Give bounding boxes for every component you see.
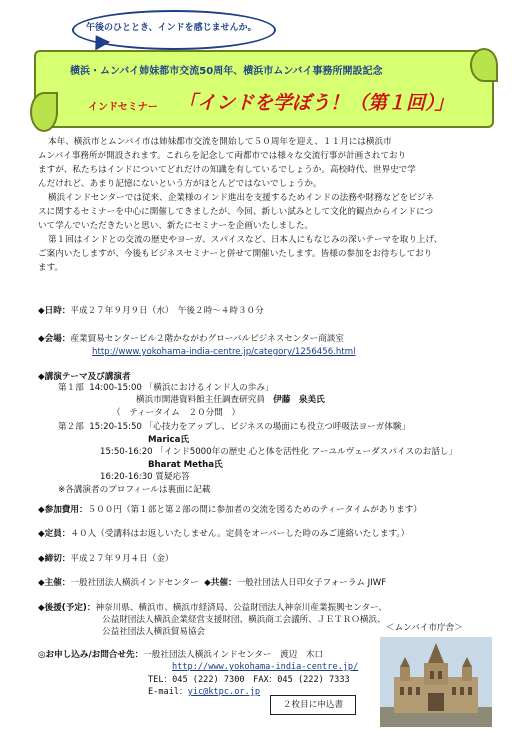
contact-email-link[interactable]: yic@ktpc.or.jp	[187, 687, 261, 697]
program-line-3: （ ティータイム ２０分間 ）	[112, 408, 241, 418]
support-row: ◆後援(予定)：神奈川県、横浜市、横浜市経済局、公益財団法人神奈川産業振興センター、	[38, 603, 387, 613]
tagline: 午後のひととき、インドを感じませんか。	[86, 23, 257, 33]
contact-tel-fax: TEL：045 (222) 7300 FAX：045 (222) 7333	[148, 675, 350, 685]
contact-url-link[interactable]: http://www.yokohama-india-centre.jp/	[172, 662, 359, 672]
program-heading: ◆講演テーマ及び講演者	[38, 372, 131, 382]
support-line-2: 公益財団法人横浜企業経営支援財団、横浜商工会議所、ＪＥＴＲＯ横浜、	[102, 615, 386, 625]
program-speaker-marica: Marica氏	[148, 435, 190, 445]
intro-text: 本年、横浜市とムンバイ市は姉妹都市交流を開始して５０周年を迎え、１１月には横浜市 ムンバイ事務所が開設されます。これらを記念して両都市では様々な交流行事が計画されており ますが、私たちはインドについてどれだけの知識を有しているでしょうか。高校時代、世界史で学 んだけれど、あまり記憶にないという方がほとんどではないでしょうか。 横浜インドセンターでは従来、企業様のインド進出を支援するためインドの法務や財務などをビジネ スに関するセミナーを中心に開催してきましたが、今回、新しい試みとして文化的観点からインドにつ いて学んでいただきたいと思い、新たにセミナーを企画いたしました。 第１回はインドとの交流の歴史やヨーガ、スパイスなど、日本人にもなじみの深いテーマを取り上げ、 ご案内いたしますが、今後もビジネスセミナーと併せて開催いたします。皆様の参加をお待ちしており ます。	[38, 137, 443, 273]
building-image	[380, 637, 492, 727]
program-speaker-bharat: Bharat Metha氏	[148, 460, 223, 470]
support-line-3: 公益社団法人横浜貿易協会	[102, 627, 206, 637]
program-line-1: 第１部 14:00-15:00 「横浜におけるインド人の歩み」	[58, 383, 274, 393]
host-row: ◆主催：一般社団法人横浜インドセンター ◆共催：一般社団法人日印女子フォーラム JIWF	[38, 578, 387, 588]
seminar-title: 「インドを学ぼう！（第１回）」	[178, 92, 454, 114]
mumbai-city-hall-photo	[380, 637, 492, 727]
program-line-8: 16:20-16:30 質疑応答	[100, 472, 190, 482]
application-form-notice: ２枚目に申込書	[270, 695, 356, 715]
program-note: ※各講演者のプロフィールは裏面に記載	[58, 485, 211, 495]
capacity-row: ◆定員：４０人（受講料はお返しいたしません。定員をオーバーした時のみご連絡いたします。）	[38, 529, 410, 539]
photo-caption: ＜ムンバイ市庁舎＞	[386, 623, 463, 633]
banner-curl-right	[470, 48, 498, 82]
contact-email-row: E-mail：yic@ktpc.or.jp	[148, 687, 261, 697]
seminar-label: インドセミナー	[88, 102, 158, 113]
banner-curl-left	[30, 92, 58, 132]
contact-row: ◎お申し込み/お問合せ先：一般社団法人横浜インドセンター 渡辺 木口	[38, 650, 324, 660]
venue-link[interactable]: http://www.yokohama-india-centre.jp/category/1256456.html	[92, 347, 356, 357]
banner-subtitle: 横浜・ムンバイ姉妹都市交流50周年、横浜市ムンバイ事務所開設記念	[70, 66, 383, 77]
program-line-2: 横浜市開港資料館主任調査研究員 伊藤 泉美氏	[136, 395, 325, 405]
fee-row: ◆参加費用：５００円（第１部と第２部の間に参加者の交流を図るためのティータイムがあります）	[38, 505, 422, 515]
program-line-6: 15:50-16:20 「インド5000年の歴史 心と体を活性化 アーユルヴェーダスパイスのお話し」	[100, 447, 458, 457]
program-line-4: 第２部 15:20-15:50 「心技力をアップし、ビジネスの場面にも役立つ呼吸法ヨーガ体験」	[58, 422, 411, 432]
deadline-row: ◆締切：平成２７年９月４日（金）	[38, 554, 174, 564]
venue-row: ◆会場：産業貿易センタービル２階かながわグローバルビジネスセンター商談室	[38, 334, 345, 344]
datetime-row: ◆日時：平成２７年９月９日（水） 午後２時～４時３０分	[38, 306, 264, 316]
